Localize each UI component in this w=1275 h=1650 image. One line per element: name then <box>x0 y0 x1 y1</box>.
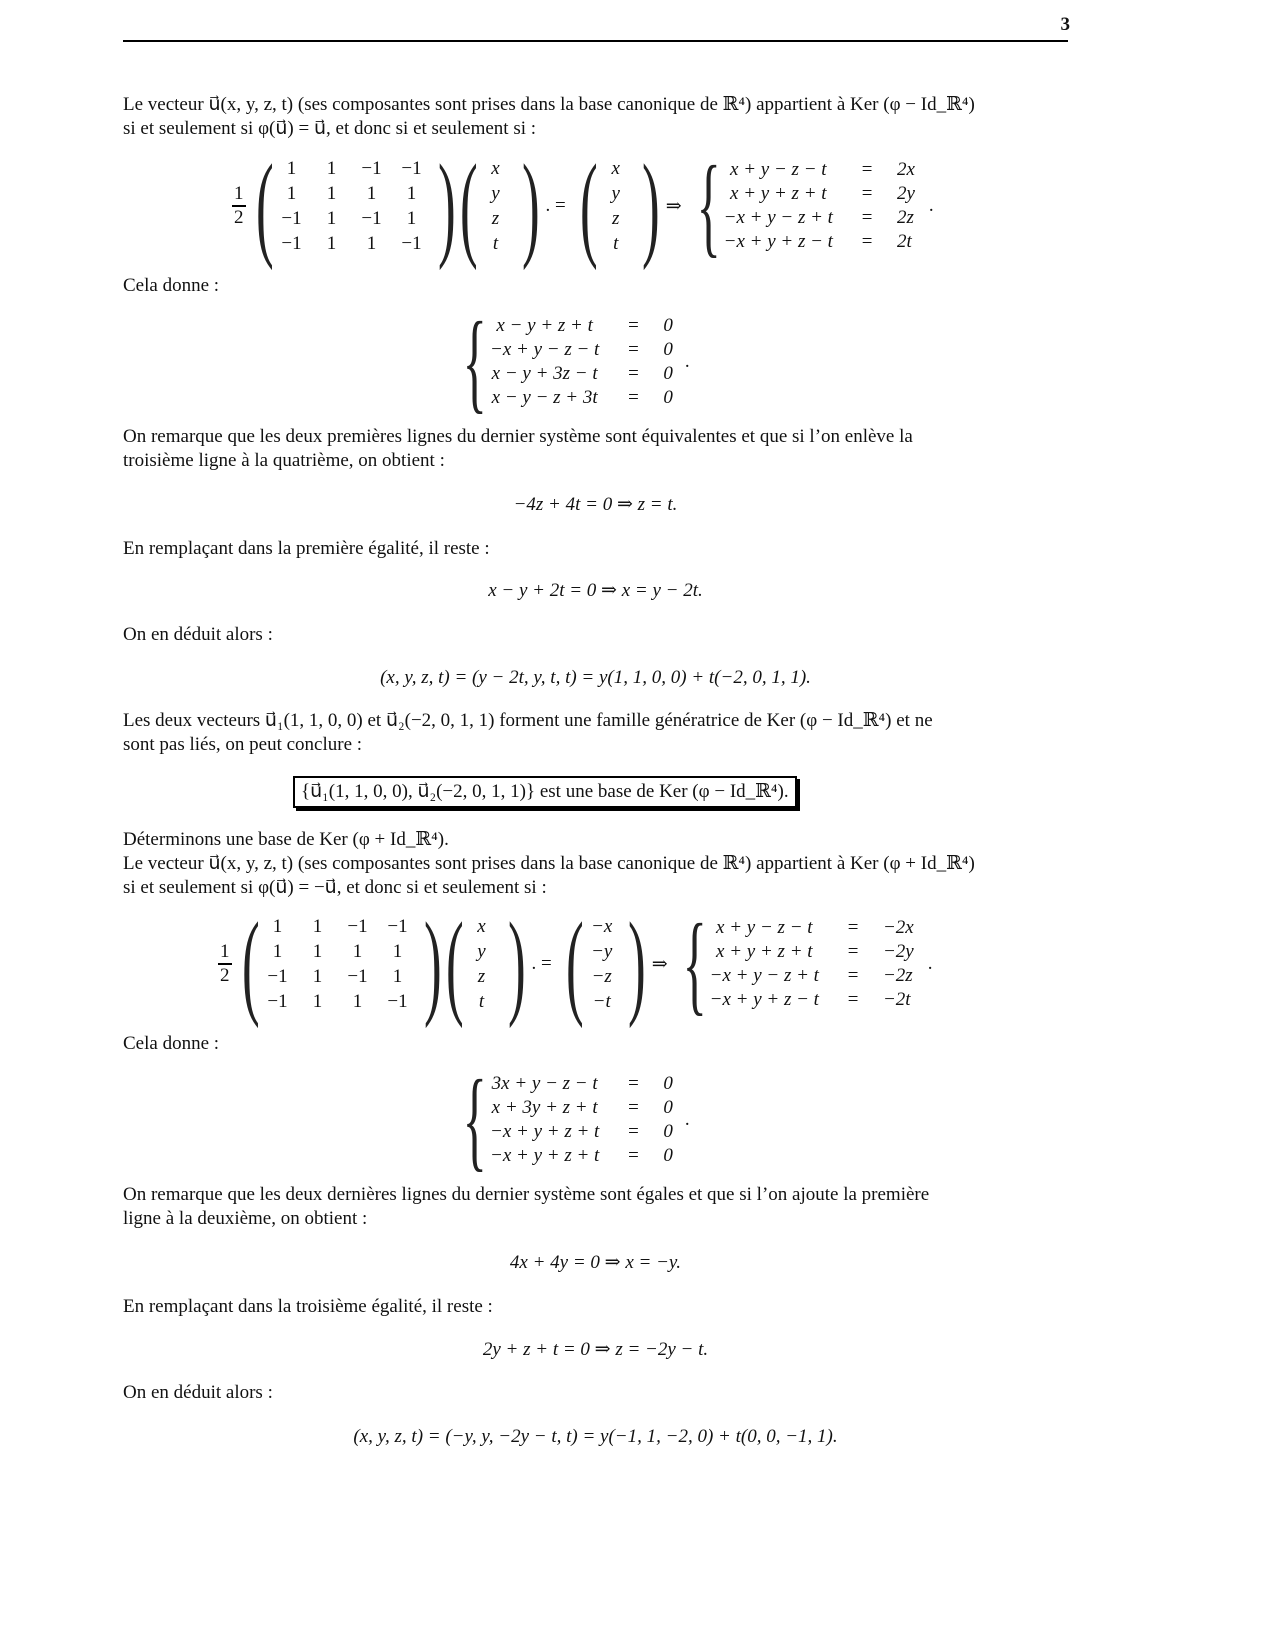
reduced-system-1: { x − y + z + t = 0 −x + y − z − t = 0 x − y + 3z − t = 0 x − y − z + 3t = 0 . <box>462 300 690 424</box>
matrix: 1 1 −1 −1 1 1 1 1 −1 1 −1 1 −1 1 1 −1 <box>281 158 422 254</box>
header-rule <box>123 40 1068 42</box>
equation-system: 3x + y − z − t = 0 x + 3y + z + t = 0 −x + y + z + t = 0 −x + y + z + t = 0 <box>490 1073 673 1166</box>
right-paren-icon: ) <box>423 898 442 1029</box>
trailing-dot: . <box>928 195 934 216</box>
remark-line-1: On remarque que les deux dernières lignes du dernier système sont égales et que si l’on ajoute la première <box>123 1184 930 1205</box>
matrix-equation-2 <box>218 898 933 1029</box>
deduce-text: On en déduit alors : <box>123 624 273 645</box>
vector-right: −x −y −z −t <box>591 916 613 1012</box>
right-paren-icon: ) <box>521 140 540 271</box>
equation-parametric: (x, y, z, t) = (−y, y, −2y − t, t) = y(−1, 1, −2, 0) + t(0, 0, −1, 1). <box>353 1426 838 1447</box>
remark-line-2: troisième ligne à la quatrième, on obtient : <box>123 450 445 471</box>
left-brace-icon: { <box>682 902 707 1026</box>
trailing-dot: . <box>927 953 933 974</box>
vector-right: x y z t <box>611 158 620 254</box>
dot-equals: . = <box>531 953 552 974</box>
equation-x-equals-minus-y: 4x + 4y = 0 ⇒ x = −y. <box>509 1252 682 1273</box>
remark-line-1: On remarque que les deux premières lignes du dernier système sont équivalentes et que si l’on enlève la <box>123 426 913 447</box>
equation-z: 2y + z + t = 0 ⇒ z = −2y − t. <box>482 1339 709 1360</box>
intro-line-1: Le vecteur u⃗(x, y, z, t) (ses composantes sont prises dans la base canonique de ℝ⁴) appartient à Ker (φ − Id_ℝ⁴) <box>123 94 975 115</box>
cela-donne: Cela donne : <box>123 275 220 296</box>
implies-icon: ⇒ <box>665 195 682 217</box>
vectors-line-2: sont pas liés, on peut conclure : <box>123 734 363 755</box>
dot-equals: . = <box>545 195 566 216</box>
right-paren-icon: ) <box>641 140 660 271</box>
equation-system: x + y − z − t = −2x x + y + z + t = −2y −x + y − z + t = −2z −x + y + z − t = −2t <box>709 917 914 1010</box>
equation-parametric: (x, y, z, t) = (y − 2t, y, t, t) = y(1, 1, 0, 0) + t(−2, 0, 1, 1). <box>380 667 811 688</box>
fraction-half: $\frac{1}{2}$ <box>220 941 230 986</box>
equation-z-equals-t: −4z + 4t = 0 ⇒ z = t. <box>513 494 678 515</box>
vector-left: x y z t <box>491 158 500 254</box>
intro-line-1: Le vecteur u⃗(x, y, z, t) (ses composantes sont prises dans la base canonique de ℝ⁴) appartient à Ker (φ + Id_ℝ⁴) <box>123 853 975 874</box>
left-brace-icon: { <box>696 144 721 268</box>
matrix-equation-1 <box>232 140 934 271</box>
equation-system: x + y − z − t = 2x x + y + z + t = 2y −x + y − z + t = 2z −x + y + z − t = 2t <box>723 159 915 252</box>
left-paren-icon: ( <box>445 898 464 1029</box>
intro-line-2: si et seulement si φ(u⃗) = −u⃗, et donc si et seulement si : <box>123 877 547 898</box>
equation-x: x − y + 2t = 0 ⇒ x = y − 2t. <box>488 580 703 601</box>
left-brace-icon: { <box>462 300 487 424</box>
section-title: Déterminons une base de Ker (φ + Id_ℝ⁴). <box>123 829 449 850</box>
left-paren-icon: ( <box>241 898 260 1029</box>
cela-donne: Cela donne : <box>123 1033 220 1054</box>
left-paren-icon: ( <box>255 140 274 271</box>
implies-icon: ⇒ <box>651 953 668 975</box>
right-paren-icon: ) <box>437 140 456 271</box>
replace-text: En remplaçant dans la première égalité, il reste : <box>123 538 490 559</box>
left-paren-icon: ( <box>459 140 478 271</box>
conclusion-box: {u⃗₁(1, 1, 0, 0), u⃗₂(−2, 0, 1, 1)} est une base de Ker (φ − Id_ℝ⁴). <box>293 776 797 808</box>
vectors-line-1: Les deux vecteurs u⃗₁(1, 1, 0, 0) et u⃗₂(−2, 0, 1, 1) forment une famille génératrice de Ker (φ − Id_ℝ⁴) et ne <box>123 710 933 731</box>
remark-line-2: ligne à la deuxième, on obtient : <box>123 1208 368 1229</box>
right-paren-icon: ) <box>627 898 646 1029</box>
left-paren-icon: ( <box>579 140 598 271</box>
vector-left: x y z t <box>477 916 486 1012</box>
reduced-system-2: { 3x + y − z − t = 0 x + 3y + z + t = 0 −x + y + z + t = 0 −x + y + z + t = 0 . <box>462 1058 690 1182</box>
fraction-half: $\frac{1}{2}$ <box>234 183 244 228</box>
intro-line-2: si et seulement si φ(u⃗) = u⃗, et donc si et seulement si : <box>123 118 537 139</box>
right-paren-icon: ) <box>507 898 526 1029</box>
page-number: 3 <box>1060 14 1070 35</box>
left-paren-icon: ( <box>565 898 584 1029</box>
deduce-text: On en déduit alors : <box>123 1382 273 1403</box>
equation-system: x − y + z + t = 0 −x + y − z − t = 0 x − y + 3z − t = 0 x − y − z + 3t = 0 <box>490 315 673 408</box>
left-brace-icon: { <box>462 1058 487 1182</box>
matrix: 1 1 −1 −1 1 1 1 1 −1 1 −1 1 −1 1 1 −1 <box>267 916 408 1012</box>
replace-text: En remplaçant dans la troisième égalité, il reste : <box>123 1296 493 1317</box>
